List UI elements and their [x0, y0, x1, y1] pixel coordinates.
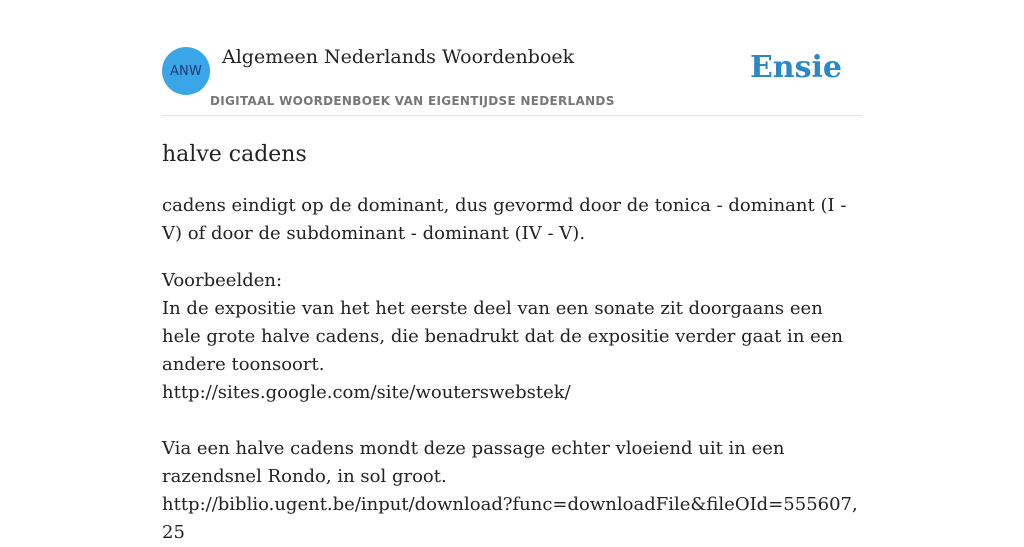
examples-section	[162, 267, 862, 547]
example-text: In de expositie van het het eerste deel van een sonate zit doorgaans een hele grote halve cadens, die benadrukt dat de expositie verder gaat in een andere toonsoort.	[162, 298, 844, 375]
entry-content	[162, 140, 862, 547]
examples-label: Voorbeelden:	[162, 270, 283, 291]
entry-headword: halve cadens	[162, 142, 307, 167]
example-spacer	[162, 407, 862, 435]
ensie-brand-link[interactable]: Ensie	[749, 50, 842, 85]
entry-definition: cadens eindigt op de dominant, dus gevormd door de tonica - dominant (I - V) of door de subdominant - dominant (IV - V).	[162, 195, 847, 244]
example-source-link[interactable]: http://biblio.ugent.be/input/download?func=downloadFile&fileOId=555607, 25	[162, 494, 858, 543]
site-name[interactable]: Algemeen Nederlands Woordenboek	[222, 46, 575, 68]
example-text: Via een halve cadens mondt deze passage echter vloeiend uit in een razendsnel Rondo, in sol groot.	[162, 438, 785, 487]
site-tagline: DIGITAAL WOORDENBOEK VAN EIGENTIJDSE NEDERLANDS	[210, 94, 615, 108]
logo-text: ANW	[169, 63, 203, 79]
anw-logo[interactable]	[162, 47, 210, 95]
example-source-link[interactable]: http://sites.google.com/site/wouterswebstek/	[162, 382, 571, 403]
header-divider	[162, 115, 862, 116]
